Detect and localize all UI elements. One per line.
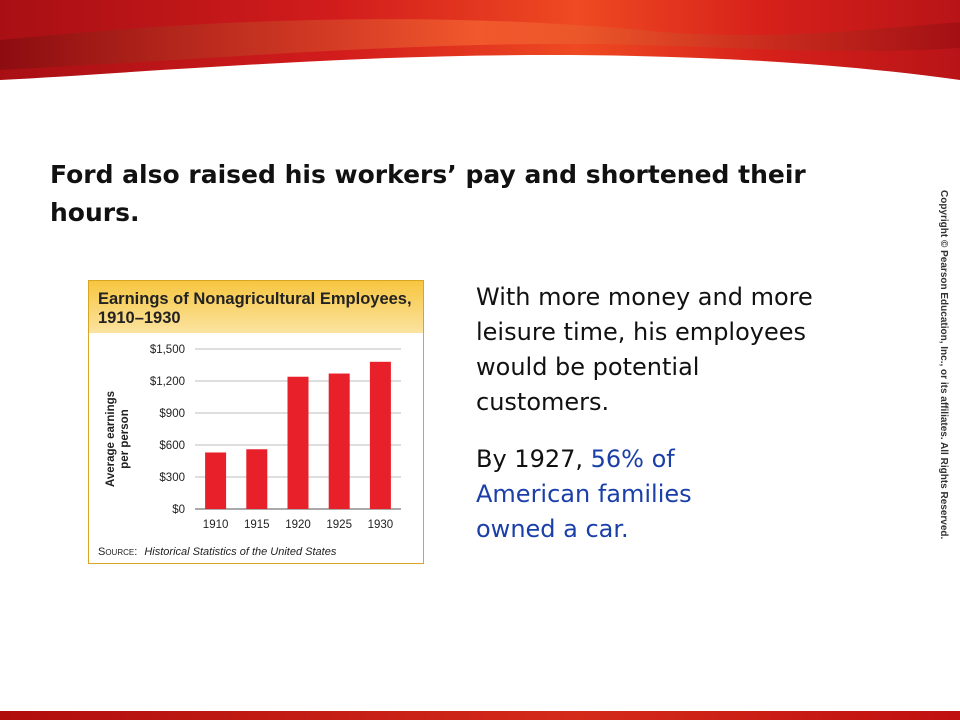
y-tick-label: $300 bbox=[159, 472, 185, 484]
chart-source bbox=[98, 546, 337, 558]
y-tick-label: $1,200 bbox=[149, 376, 185, 388]
paragraph-car-ownership bbox=[476, 442, 766, 547]
y-tick-label: $600 bbox=[159, 440, 185, 452]
highlight-statistic: 56% of American families owned a car. bbox=[476, 445, 692, 543]
x-tick-label: 1925 bbox=[326, 519, 352, 531]
chart-title-line2: 1910–1930 bbox=[98, 309, 181, 327]
earnings-bar-chart bbox=[89, 281, 425, 565]
y-tick-label: $900 bbox=[159, 408, 185, 420]
bar-1930 bbox=[370, 362, 391, 509]
bar-1910 bbox=[205, 452, 226, 509]
y-tick-label: $1,500 bbox=[149, 344, 185, 356]
paragraph-customers: With more money and more leisure time, his employees would be potential customers. bbox=[476, 283, 813, 416]
x-tick-label: 1910 bbox=[202, 519, 229, 531]
source-label: Source: bbox=[98, 546, 138, 558]
top-banner bbox=[0, 0, 960, 120]
source-text: Historical Statistics of the United States bbox=[144, 546, 337, 558]
slide-title: Ford also raised his workers’ pay and shortened their hours. bbox=[50, 160, 806, 227]
copyright-notice: Copyright © Pearson Education, Inc., or its affiliates. All Rights Reserved. bbox=[938, 190, 949, 540]
paragraph-prefix: By 1927, bbox=[476, 445, 591, 473]
y-axis-label-line1: Average earnings bbox=[105, 390, 117, 488]
bar-1925 bbox=[329, 374, 350, 509]
x-tick-label: 1930 bbox=[367, 519, 394, 531]
x-tick-label: 1920 bbox=[285, 519, 311, 531]
chart-title-line1: Earnings of Nonagricultural Employees, bbox=[98, 290, 412, 308]
bar-1920 bbox=[288, 377, 309, 509]
y-tick-label: $0 bbox=[172, 504, 185, 516]
bottom-bar bbox=[0, 711, 960, 720]
y-axis-label-line2: per person bbox=[119, 409, 131, 469]
bar-1915 bbox=[246, 449, 267, 509]
x-tick-label: 1915 bbox=[244, 519, 270, 531]
chart-panel bbox=[88, 280, 424, 564]
